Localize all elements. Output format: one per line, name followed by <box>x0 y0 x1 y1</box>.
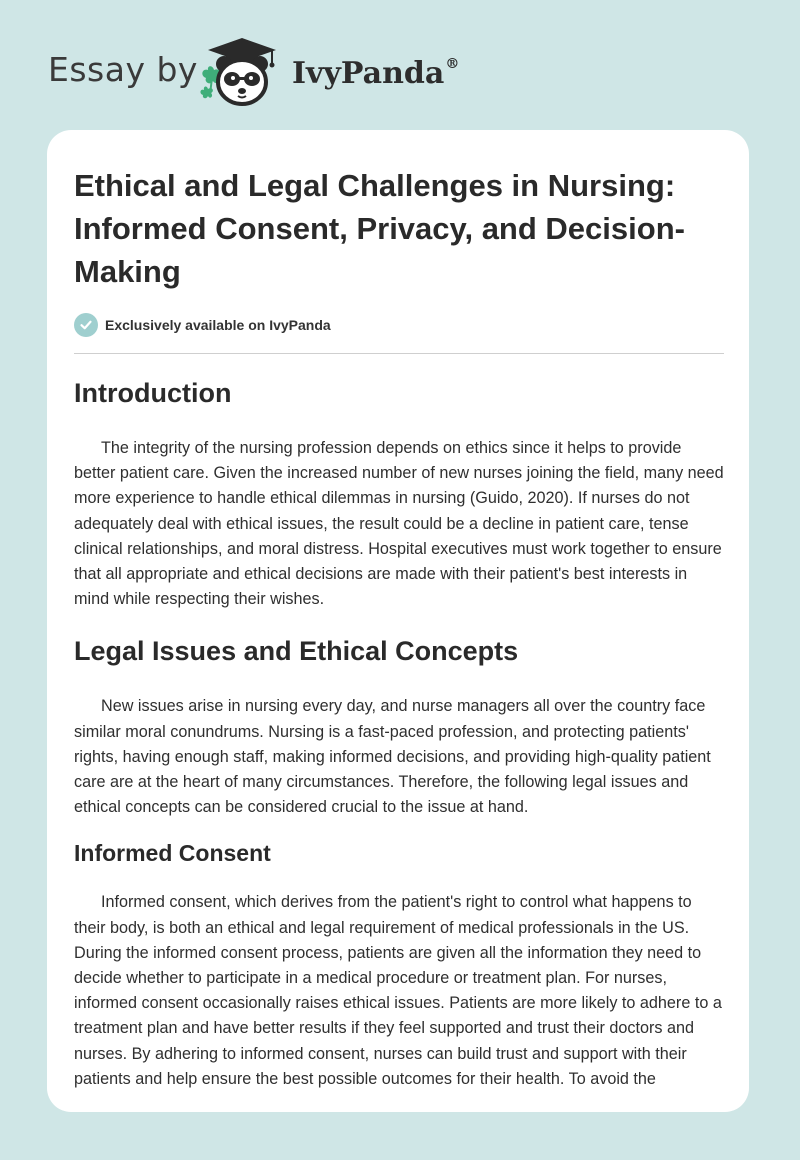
site-header <box>0 0 800 130</box>
section-heading-informed-consent: Informed Consent <box>74 840 271 867</box>
article-title: Ethical and Legal Challenges in Nursing: Informed Consent, Privacy, and Decision-Making <box>74 168 685 289</box>
section-paragraph-introduction: The integrity of the nursing profession depends on ethics since it helps to provide better patient care. Given the increased number of new nurses joining the field, many need more experience to handle ethical dilemmas in nursing (Guido, 2020). If nurses do not adequately deal with ethical issues, the result could be a decline in patient care, tense clinical relationships, and moral distress. Hospital executives must work together to ensure that all appropriate and ethical decisions are made with their patient's best interests in mind while respecting their wishes. <box>74 439 724 609</box>
check-icon <box>74 313 98 337</box>
section-paragraph-informed-consent: Informed consent, which derives from the patient's right to control what happens to their body, is both an ethical and legal requirement of medical professionals in the US. During the informed consent process, patients are given all the information they need to decide whether to participate in a medical procedure or treatment plan. For nurses, informed consent occasionally raises ethical issues. Patients are more likely to adhere to a treatment plan and have better results if they feel supported and trust their doctors and nurses. By adhering to informed consent, nurses can build trust and support with their patients and help ensure the best possible outcomes for their health. To avoid the <box>74 893 722 1088</box>
article-content <box>74 164 724 1092</box>
panda-logo-icon <box>196 34 288 110</box>
section-paragraph-legal-issues: New issues arise in nursing every day, and nurse managers all over the country face similar moral conundrums. Nursing is a fast-paced profession, and protecting patients' rights, having enough staff, making informed decisions, and providing high-quality patient care are at the heart of many circumstances. Therefore, the following legal issues and ethical concepts can be considered crucial to the issue at hand. <box>74 697 711 817</box>
brand-name[interactable] <box>292 56 459 91</box>
brand-text: IvyPanda <box>292 56 445 91</box>
section-heading-legal-issues: Legal Issues and Ethical Concepts <box>74 636 519 667</box>
article-card <box>47 130 749 1112</box>
essay-by-label: Essay by <box>48 50 198 89</box>
exclusive-text: Exclusively available on IvyPanda <box>105 317 331 333</box>
divider <box>74 353 724 354</box>
section-heading-introduction: Introduction <box>74 378 232 408</box>
exclusive-badge <box>74 312 724 338</box>
registered-mark: ® <box>445 56 460 72</box>
